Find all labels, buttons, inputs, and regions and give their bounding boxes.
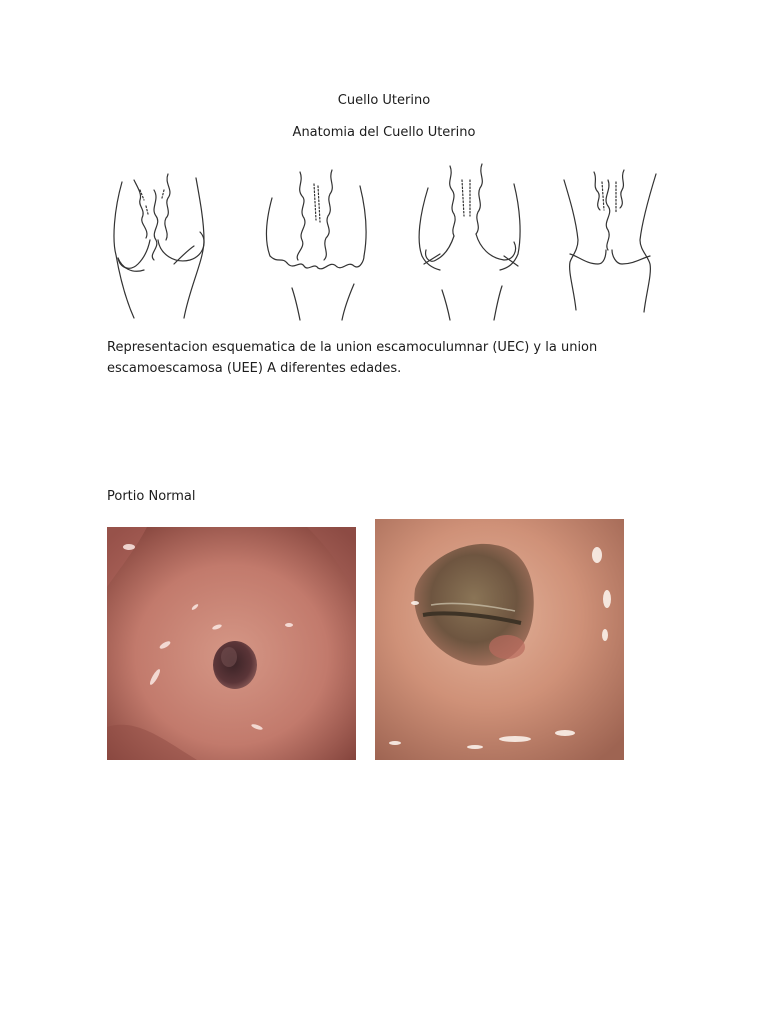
diagram-panel-3 — [419, 164, 520, 320]
cervix-schematic-diagram — [104, 160, 664, 322]
section-heading: Portio Normal — [107, 489, 196, 504]
diagram-panel-4 — [564, 170, 656, 312]
cervix-photo-everted-os — [375, 519, 624, 760]
diagram-caption: Representacion esquematica de la union escamoculumnar (UEC) y la union escamoescamosa (UEE) A diferentes edades. — [107, 340, 598, 376]
page-title: Cuello Uterino — [337, 93, 431, 108]
diagram-panel-2 — [266, 170, 366, 320]
page-subtitle: Anatomia del Cuello Uterino — [292, 125, 476, 140]
cervix-photo-normal-os — [107, 527, 356, 760]
diagram-panel-1 — [114, 174, 204, 318]
